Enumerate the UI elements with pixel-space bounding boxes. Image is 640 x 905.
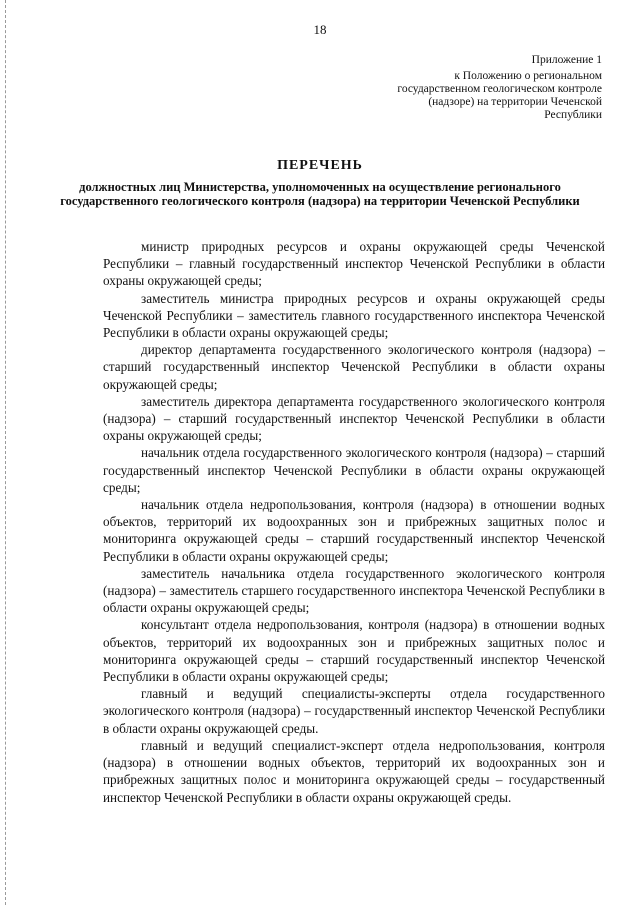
appendix-title: Приложение 1 [531, 54, 602, 66]
list-item-deputy-director: заместитель директора департамента государственного экологического контроля (надзора) – старший государственный инспектор Чеченской Республики в области охраны окружающей среды; [103, 393, 605, 444]
list-item-specialists-ecological: главный и ведущий специалисты-эксперты отдела государственного экологического контроля (надзора) – государственный инспектор Чеченской Республики в области охраны окружающей среды. [103, 686, 605, 736]
officials-list [103, 238, 605, 806]
list-item-deputy-head: заместитель начальника отдела государственного экологического контроля (надзора) – заместитель старшего государственного инспектора Чеченской Республики в области охраны окружающей среды; [103, 565, 605, 616]
appendix-reference: к Положению о региональном государственном геологическом контроле (надзоре) на территории Чеченской Республики [397, 70, 602, 121]
list-item-deputy-minister: заместитель министра природных ресурсов и охраны окружающей среды Чеченской Республики – заместитель главного государственного инспектора Чеченской Республики в области охраны окружающей среды; [103, 290, 605, 341]
list-item-consultant: консультант отдела недропользования, контроля (надзора) в отношении водных объектов, территорий их водоохранных зон и прибрежных защитных полос и мониторинга окружающей среды – старший государственный инспектор Чеченской Республики в области охраны окружающей среды; [103, 617, 605, 685]
document-subtitle: должностных лиц Министерства, уполномоченных на осуществление регионального государственного геологического контроля (надзора) на территории Чеченской Республики [60, 180, 580, 208]
document-heading [60, 158, 580, 208]
page-number: 18 [313, 22, 327, 37]
list-item-head-ecological-control: начальник отдела государственного экологического контроля (надзора) – старший государственный инспектор Чеченской Республики в области охраны окружающей среды; [103, 445, 605, 495]
appendix-block [392, 54, 602, 122]
list-item-head-subsoil-use: начальник отдела недропользования, контроля (надзора) в отношении водных объектов, территорий их водоохранных зон и прибрежных защитных полос и мониторинга окружающей среды – старший государственный инспектор Чеченской Республики в области охраны окружающей среды; [103, 497, 605, 564]
scan-edge [5, 0, 6, 905]
list-item-specialists-subsoil: главный и ведущий специалист-эксперт отдела недропользования, контроля (надзора) в отношении водных объектов, территорий их водоохранных зон и прибрежных защитных полос и мониторинга окружающей среды – государственный инспектор Чеченской Республики в области охраны окружающей среды. [103, 737, 605, 805]
document-title: ПЕРЕЧЕНЬ [277, 158, 363, 173]
list-item-minister: министр природных ресурсов и охраны окружающей среды Чеченской Республики – главный государственный инспектор Чеченской Республики в области охраны окружающей среды; [103, 239, 605, 289]
list-item-department-director: директор департамента государственного экологического контроля (надзора) – старший государственный инспектор Чеченской Республики в области охраны окружающей среды; [103, 342, 605, 392]
